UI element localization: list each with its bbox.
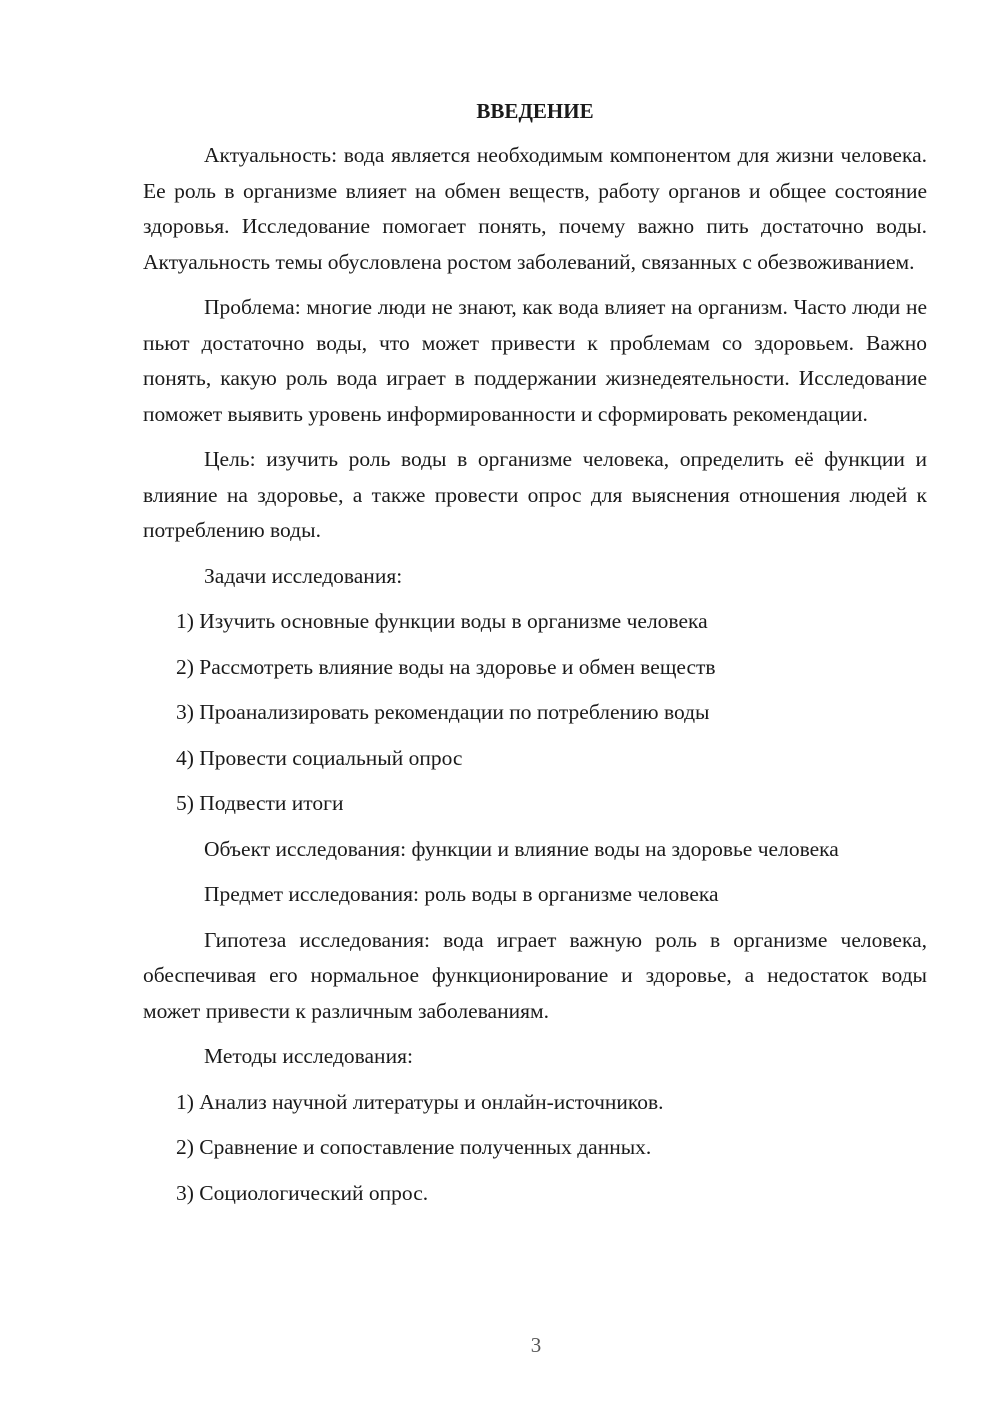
page-number: 3 xyxy=(530,1333,542,1357)
task-item: 3) Проанализировать рекомендации по потреблению воды xyxy=(176,700,710,724)
goal-paragraph: Цель: изучить роль воды в организме человека, определить её функции и влияние на здоровье, а также провести опрос для выяснения отношения людей к потреблению воды. xyxy=(143,447,927,542)
tasks-heading: Задачи исследования: xyxy=(204,563,403,588)
problem-paragraph: Проблема: многие люди не знают, как вода влияет на организм. Часто люди не пьют достаточно воды, что может привести к проблемам со здоровьем. Важно понять, какую роль вода играет в поддержании жизнедеятельности. Исследование поможет выявить уровень информированности и сформировать рекомендации. xyxy=(143,295,927,426)
document-page xyxy=(143,96,927,1221)
object-paragraph: Объект исследования: функции и влияние воды на здоровье человека xyxy=(204,836,839,861)
method-item: 2) Сравнение и сопоставление полученных данных. xyxy=(176,1135,652,1159)
page-title: ВВЕДЕНИЕ xyxy=(476,99,594,123)
task-item: 2) Рассмотреть влияние воды на здоровье и обмен веществ xyxy=(176,654,716,679)
methods-heading: Методы исследования: xyxy=(204,1044,413,1068)
subject-paragraph: Предмет исследования: роль воды в организме человека xyxy=(204,882,719,906)
actuality-paragraph: Актуальность: вода является необходимым компонентом для жизни человека. Ее роль в организме влияет на обмен веществ, работу органов и общее состояние здоровья. Исследование помогает понять, почему важно пить достаточно воды. Актуальность темы обусловлена ростом заболеваний, связанных с обезвоживанием. xyxy=(143,143,927,274)
hypothesis-paragraph: Гипотеза исследования: вода играет важную роль в организме человека, обеспечивая его нормальное функционирование и здоровье, а недостаток воды может привести к различным заболеваниям. xyxy=(143,927,927,1023)
task-item: 4) Провести социальный опрос xyxy=(176,745,463,770)
method-item: 1) Анализ научной литературы и онлайн-источников. xyxy=(176,1089,664,1114)
task-item: 5) Подвести итоги xyxy=(176,791,344,815)
task-item: 1) Изучить основные функции воды в организме человека xyxy=(176,609,708,633)
method-item: 3) Социологический опрос. xyxy=(176,1180,429,1205)
